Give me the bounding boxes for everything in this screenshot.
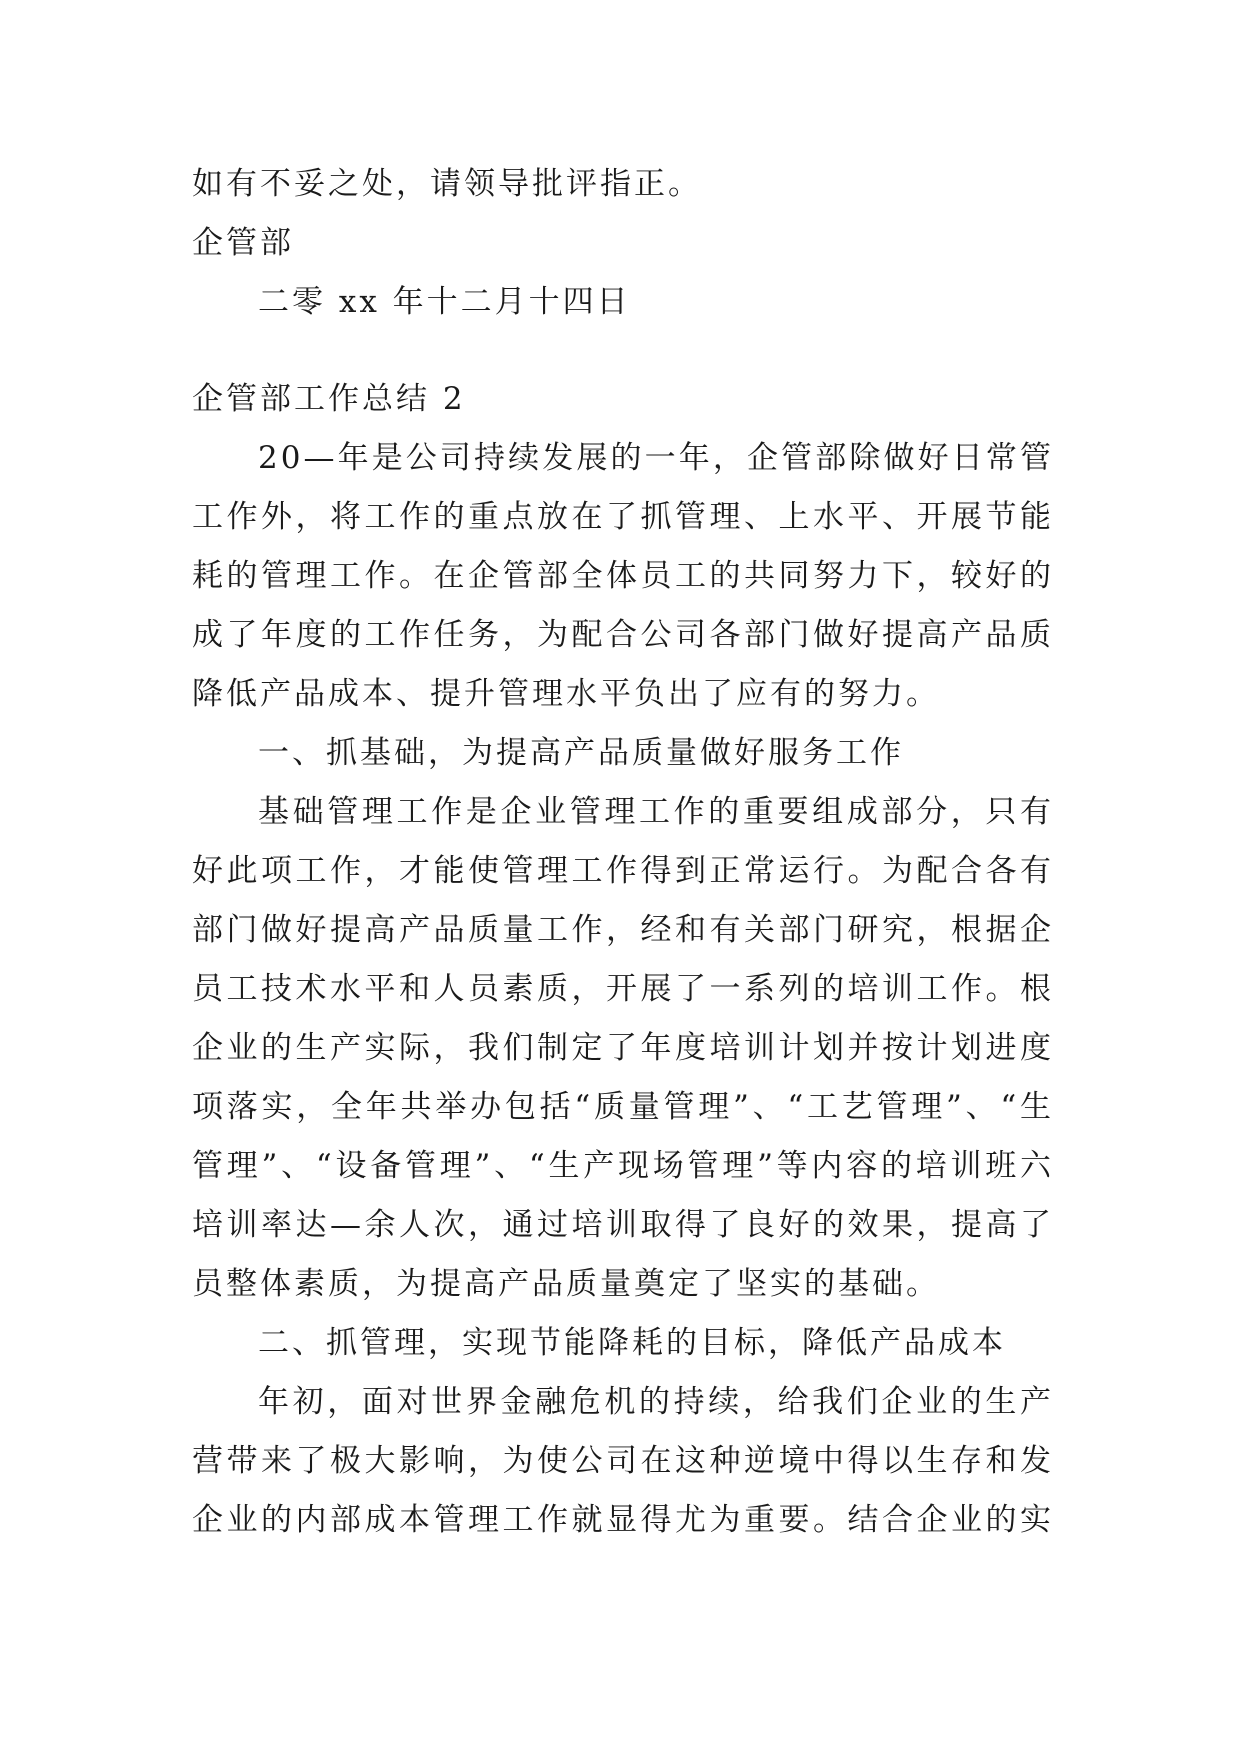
text-line: 营带来了极大影响，为使公司在这种逆境中得以生存和发	[192, 1443, 1054, 1479]
closing-remark: 如有不妥之处，请领导批评指正。	[192, 166, 702, 202]
signature-department: 企管部	[192, 225, 294, 261]
heading-two: 二、抓管理，实现节能降耗的目标，降低产品成本	[258, 1325, 1006, 1361]
section-title: 企管部工作总结 2	[192, 381, 466, 417]
text-line: 降低产品成本、提升管理水平负出了应有的努力。	[192, 676, 940, 712]
text-line: 好此项工作，才能使管理工作得到正常运行。为配合各有	[192, 853, 1054, 889]
paragraph-foundation	[192, 783, 1054, 1314]
text-line: 员整体素质，为提高产品质量奠定了坚实的基础。	[192, 1266, 940, 1302]
text-line: 工作外，将工作的重点放在了抓管理、上水平、开展节能	[192, 499, 1054, 535]
section-gap	[192, 332, 1054, 370]
text-line: 耗的管理工作。在企管部全体员工的共同努力下，较好的	[192, 558, 1054, 594]
text-line: 成了年度的工作任务，为配合公司各部门做好提高产品质	[192, 617, 1054, 653]
paragraph-cost	[192, 1373, 1054, 1550]
text-line: 管理”、“设备管理”、“生产现场管理”等内容的培训班六	[192, 1148, 1054, 1184]
text-line: 培训率达—余人次，通过培训取得了良好的效果，提高了	[192, 1207, 1054, 1243]
signature-date: 二零 xx 年十二月十四日	[258, 284, 631, 320]
heading-one: 一、抓基础，为提高产品质量做好服务工作	[258, 735, 904, 771]
paragraph-intro	[192, 429, 1054, 724]
document-body	[192, 155, 1054, 1550]
text-line: 20—年是公司持续发展的一年，企管部除做好日常管	[258, 440, 1054, 476]
text-line: 项落实，全年共举办包括“质量管理”、“工艺管理”、“生	[192, 1089, 1054, 1125]
text-line: 企业的内部成本管理工作就显得尤为重要。结合企业的实	[192, 1502, 1054, 1538]
text-line: 企业的生产实际，我们制定了年度培训计划并按计划进度	[192, 1030, 1054, 1066]
text-line: 员工技术水平和人员素质，开展了一系列的培训工作。根	[192, 971, 1054, 1007]
text-line: 部门做好提高产品质量工作，经和有关部门研究，根据企	[192, 912, 1054, 948]
text-line: 基础管理工作是企业管理工作的重要组成部分，只有	[258, 794, 1054, 830]
text-line: 年初，面对世界金融危机的持续，给我们企业的生产	[258, 1384, 1054, 1420]
